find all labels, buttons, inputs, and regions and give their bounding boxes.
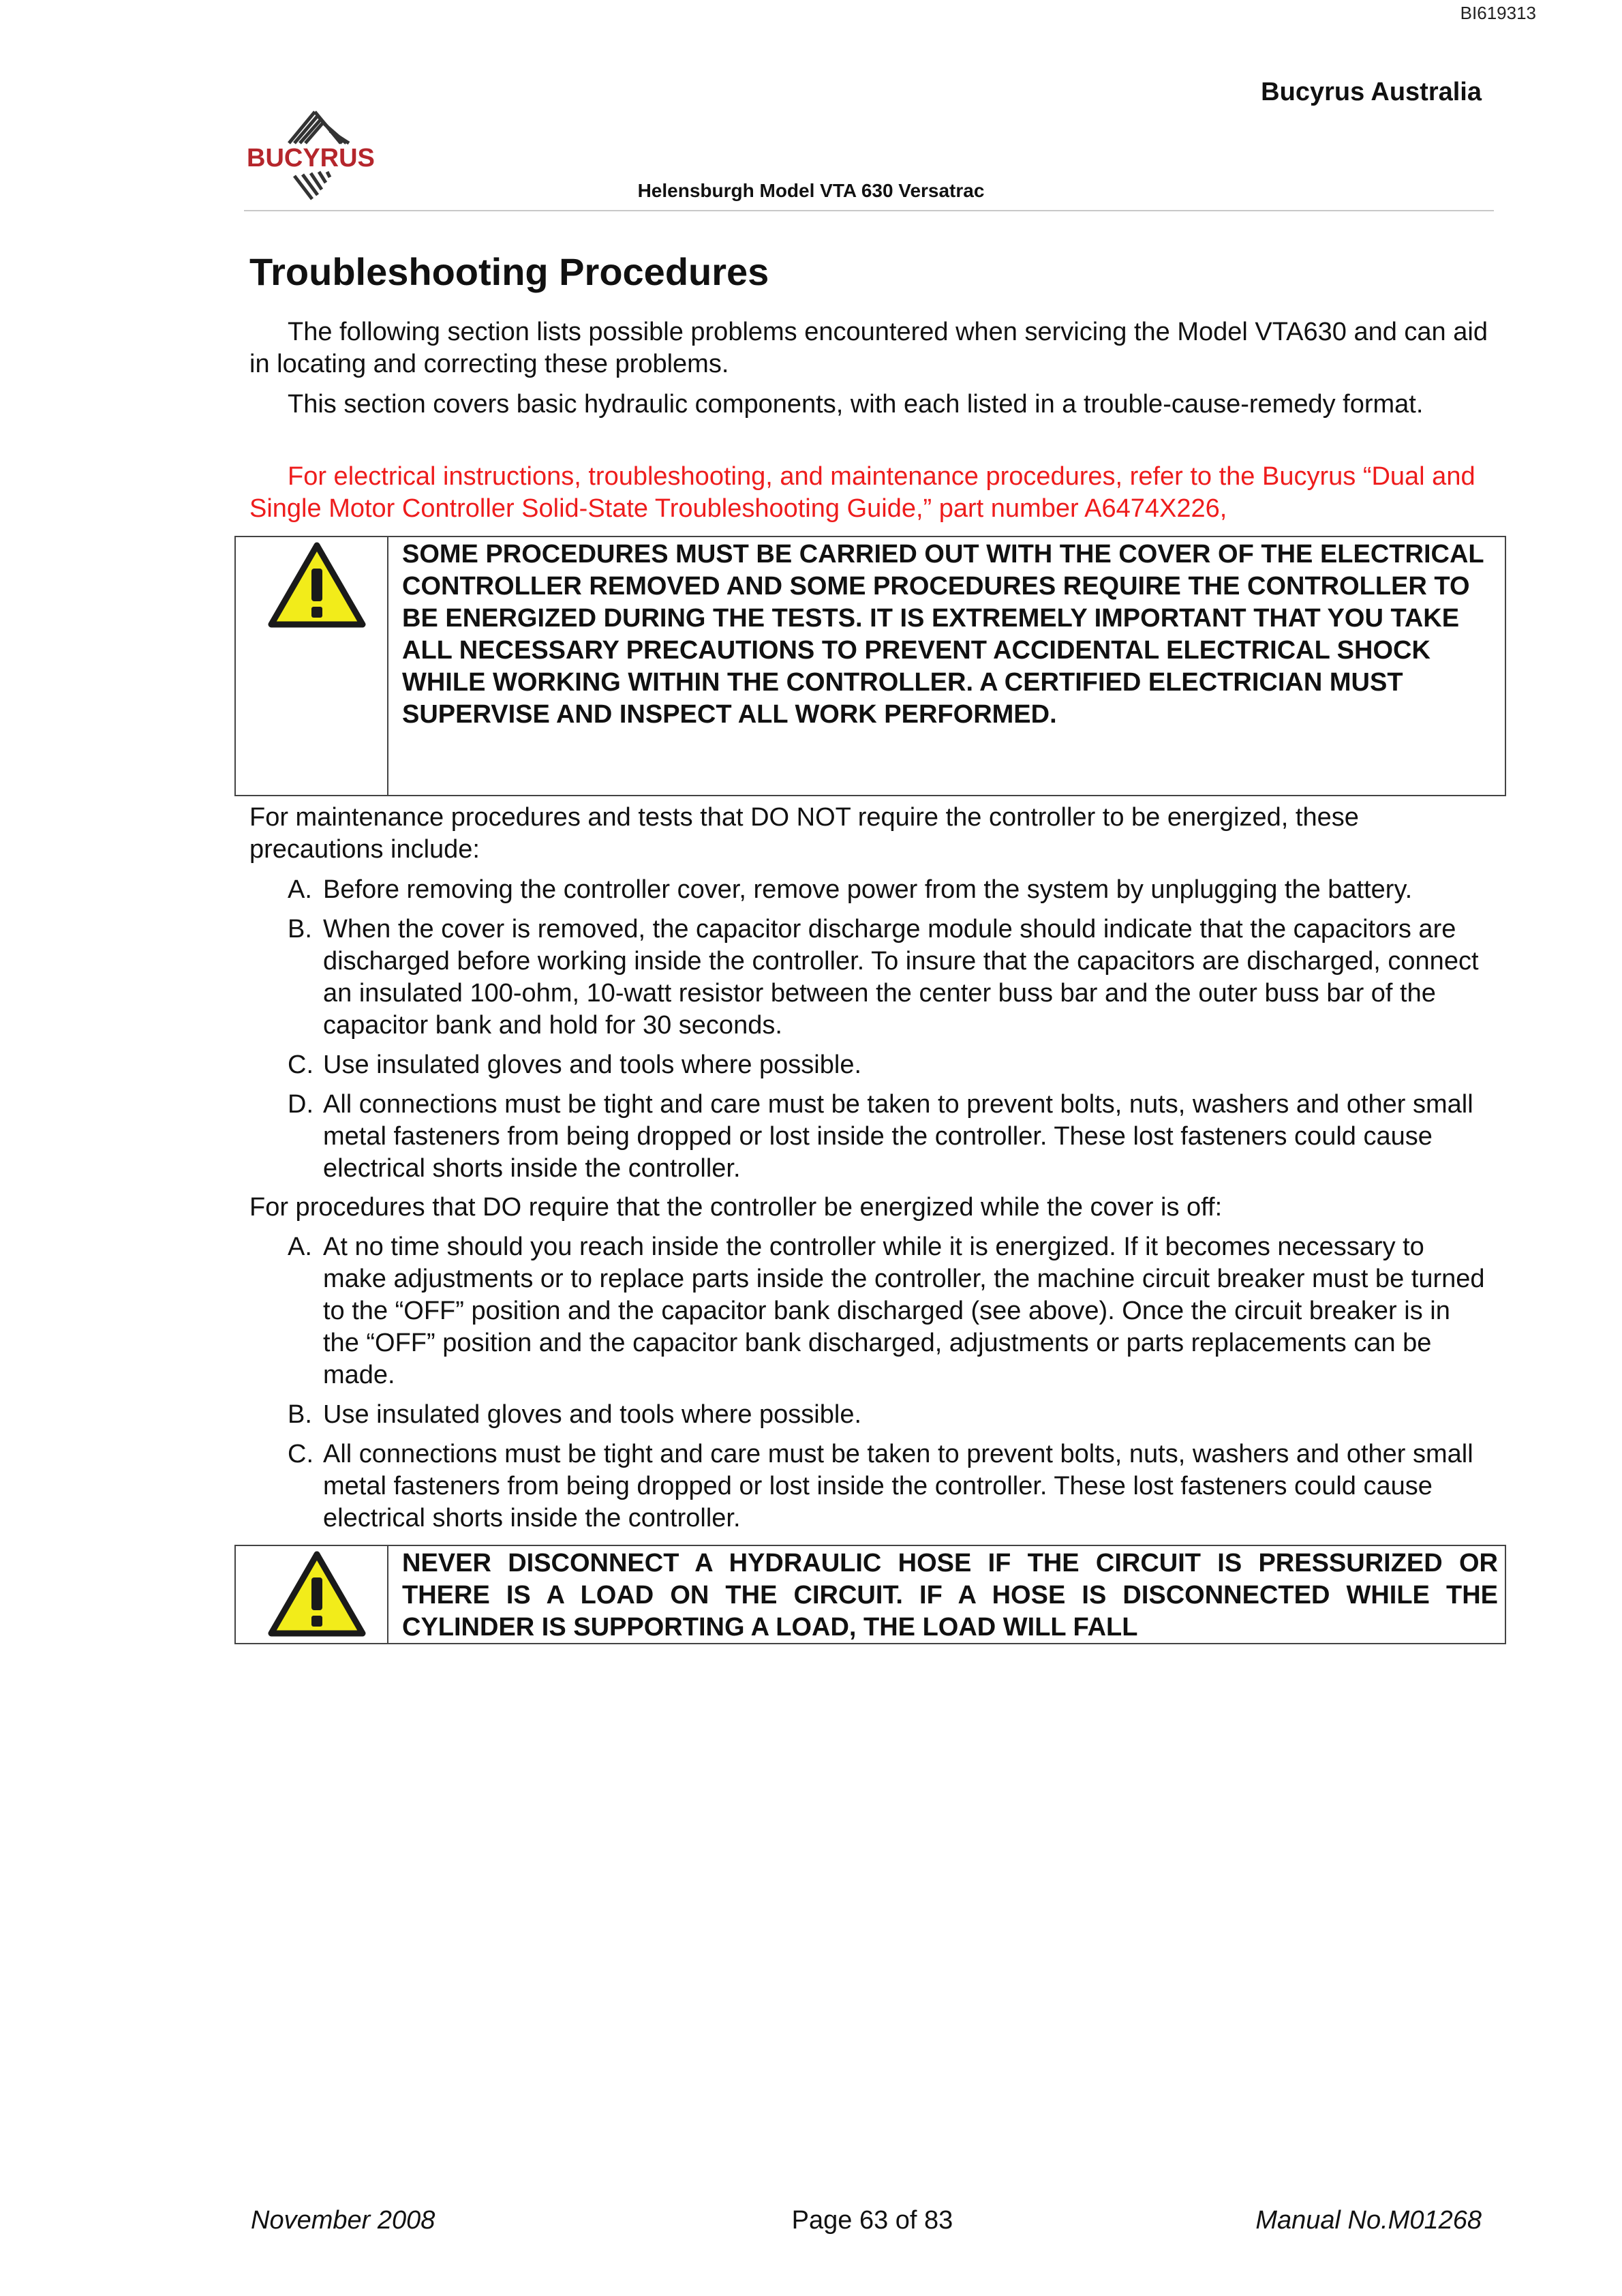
document-id: BI619313 [1460, 3, 1536, 23]
model-line: Helensburgh Model VTA 630 Versatrac [637, 180, 985, 201]
list-marker: B. [288, 915, 312, 943]
logo-text: BUCYRUS [247, 144, 375, 172]
warning-text-hydraulic: NEVER DISCONNECT A HYDRAULIC HOSE IF THE CIRCUIT IS PRESSURIZED OR THERE IS A LOAD ON THE CIRCUIT. IF A HOSE IS DISCONNECTED WHILE THE CYLINDER IS SUPPORTING A LOAD, THE LOAD WILL FALL [402, 1549, 1498, 1642]
warning-box-electrical [234, 536, 1506, 796]
company-name: Bucyrus Australia [1261, 78, 1482, 106]
list-marker: C. [288, 1440, 313, 1468]
warning-icon-cell [236, 1546, 388, 1643]
list-item-text: Use insulated gloves and tools where possible. [323, 1051, 862, 1079]
list-item-text: All connections must be tight and care must be taken to prevent bolts, nuts, washers and other small metal fasteners from being dropped or lost inside the controller. These lost fasteners could cause electrical shorts inside the controller. [323, 1440, 1473, 1532]
list-marker: B. [288, 1400, 312, 1429]
list-marker: A. [288, 1233, 312, 1261]
warning-box-hydraulic [234, 1545, 1506, 1644]
list-item-text: Before removing the controller cover, remove power from the system by unplugging the battery. [323, 875, 1413, 904]
list-marker: C. [288, 1051, 313, 1079]
list-item-text: At no time should you reach inside the controller while it is energized. If it becomes necessary to make adjustments or to replace parts inside the controller, the machine circuit breaker must be turned to the “OFF” position and the capacitor bank discharged (see above). Once the circuit breaker is in the “OFF” position and the capacitor bank discharged, adjustments or parts replacements can be made. [323, 1233, 1485, 1389]
red-reference-note: For electrical instructions, troubleshooting, and maintenance procedures, refer to the Bucyrus “Dual and Single Motor Controller Solid-State Troubleshooting Guide,” part number A6474X226, [249, 462, 1475, 523]
not-energized-intro: For maintenance procedures and tests that DO NOT require the controller to be energized, these precautions include: [249, 803, 1359, 864]
not-energized-list [249, 874, 1490, 1192]
warning-icon-cell [236, 537, 388, 795]
footer-page-number: Page 63 of 83 [791, 2206, 953, 2235]
intro-paragraph-1: The following section lists possible problems encountered when servicing the Model VTA630 and can aid in locating and correcting these problems. [249, 318, 1488, 378]
list-marker: A. [288, 875, 312, 904]
warning-triangle-icon [267, 1550, 367, 1639]
list-item [249, 1231, 1490, 1391]
list-item [249, 913, 1490, 1042]
list-item-text: All connections must be tight and care must be taken to prevent bolts, nuts, washers and other small metal fasteners from being dropped or lost inside the controller. These lost fasteners could cause electrical shorts inside the controller. [323, 1090, 1473, 1183]
header-divider [244, 210, 1494, 211]
footer-manual-number: Manual No.M01268 [1255, 2206, 1482, 2235]
list-marker: D. [288, 1090, 313, 1119]
list-item [249, 874, 1490, 906]
list-item-text: When the cover is removed, the capacitor discharge module should indicate that the capacitors are discharged before working inside the controller. To insure that the capacitors are discharged, connect an insulated 100-ohm, 10-watt resistor between the center buss bar and the outer buss bar of the capacitor bank and hold for 30 seconds. [323, 915, 1479, 1040]
list-item [249, 1089, 1490, 1185]
list-item-text: Use insulated gloves and tools where possible. [323, 1400, 862, 1429]
energized-list [249, 1231, 1490, 1542]
energized-intro: For procedures that DO require that the controller be energized while the cover is off: [249, 1193, 1223, 1222]
footer-date: November 2008 [251, 2206, 435, 2235]
list-item [249, 1049, 1490, 1081]
list-item [249, 1399, 1490, 1431]
warning-triangle-icon [267, 541, 367, 630]
intro-paragraph-2: This section covers basic hydraulic components, with each listed in a trouble-cause-remedy format. [288, 390, 1424, 419]
list-item [249, 1438, 1490, 1535]
page-title: Troubleshooting Procedures [249, 250, 769, 293]
warning-text-electrical: SOME PROCEDURES MUST BE CARRIED OUT WITH THE COVER OF THE ELECTRICAL CONTROLLER REMOVED AND SOME PROCEDURES REQUIRE THE CONTROLLER TO BE ENERGIZED DURING THE TESTS. IT IS EXTREMELY IMPORTANT THAT YOU TAKE ALL NECESSARY PRECAUTIONS TO PREVENT ACCIDENTAL ELECTRICAL SHOCK WHILE WORKING WITHIN THE CONTROLLER. A CERTIFIED ELECTRICIAN MUST SUPERVISE AND INSPECT ALL WORK PERFORMED. [402, 540, 1484, 729]
